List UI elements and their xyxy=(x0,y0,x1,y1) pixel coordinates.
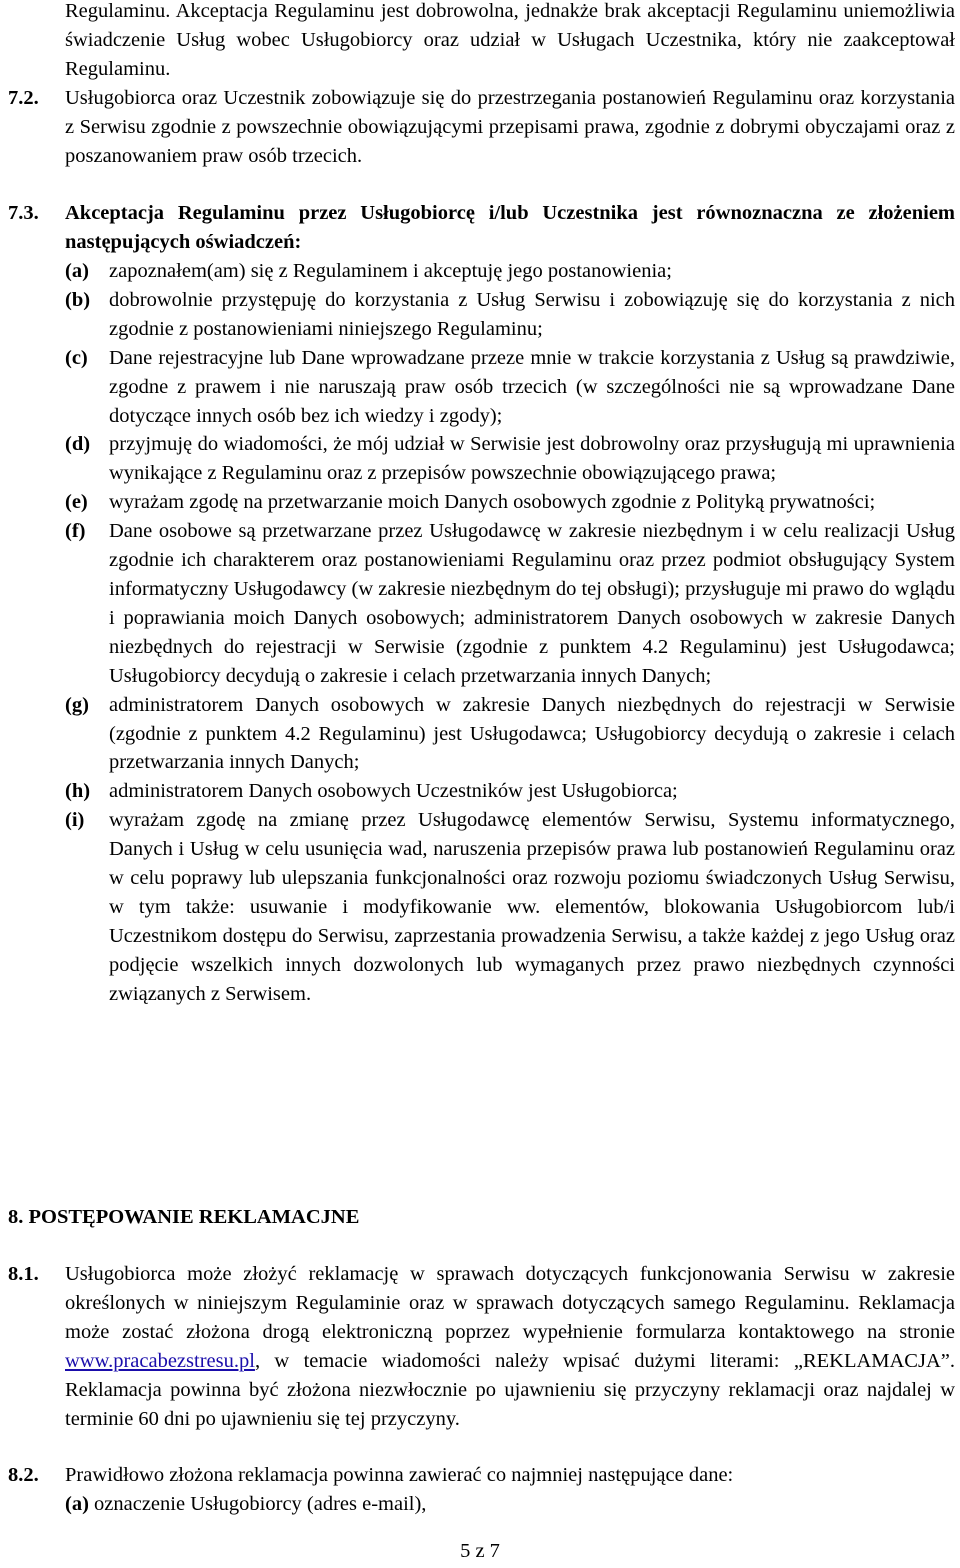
list-item-text: oznaczenie Usługobiorcy (adres e-mail), xyxy=(94,1493,427,1515)
list-item-text: zapoznałem(am) się z Regulaminem i akceptuję jego postanowienia; xyxy=(109,260,672,282)
list-item-label: (a) xyxy=(65,260,89,282)
list-item xyxy=(65,286,955,344)
intro-text: Regulaminu. Akceptacja Regulaminu jest dobrowolna, jednakże brak akceptacji Regulaminu uniemożliwia świadczenie Usług wobec Usługobiorcy oraz udział w Usługach Uczestnika, który nie zaakceptował Regulaminu. xyxy=(65,0,955,80)
list-item-label: (b) xyxy=(65,288,91,311)
section-lead-text: Akceptacja Regulaminu przez Usługobiorcę i/lub Uczestnika jest równoznaczna ze złożeniem następujących oświadczeń: xyxy=(65,202,955,253)
section-number: 7.3. xyxy=(8,202,39,224)
list-item-label: (h) xyxy=(65,780,91,803)
list-item-text: Dane osobowe są przetwarzane przez Usługodawcę w zakresie niezbędnym i w celu realizacji Usług zgodnie ich charakterem oraz postanowieniami Regulaminu oraz przez podmiot obsługujący System informatyczny Usługodawcy (w zakresie niezbędnym do tej obsługi); przysługuje mi prawo do wglądu i poprawiania moich Danych osobowych; administratorem Danych osobowych w zakresie Danych niezbędnych do rejestracji w Serwisie (zgodnie z punktem 4.2 Regulaminu) jest Usługodawca; Usługobiorcy decydują o zakresie i celach przetwarzania innych Danych; xyxy=(109,520,955,687)
section-heading: 8. POSTĘPOWANIE REKLAMACJNE xyxy=(8,1206,360,1228)
list-item xyxy=(65,488,955,517)
declaration-list xyxy=(65,257,955,1009)
list-item-label: (d) xyxy=(65,433,91,456)
list-item-label: (f) xyxy=(65,520,86,543)
list-item xyxy=(65,517,955,690)
list-item-label: (g) xyxy=(65,693,89,716)
list-item-label: (a) xyxy=(65,1493,89,1515)
list-item-text: wyrażam zgodę na przetwarzanie moich Danych osobowych zgodnie z Polityką prywatności; xyxy=(109,491,876,514)
section-text xyxy=(65,1260,955,1433)
list-item-text: administratorem Danych osobowych Uczestników jest Usługobiorca; xyxy=(109,780,678,803)
section-text: Prawidłowo złożona reklamacja powinna zawierać co najmniej następujące dane: xyxy=(65,1464,734,1486)
list-item xyxy=(65,430,955,488)
list-item-text: dobrowolnie przystępuję do korzystania z Usług Serwisu i zobowiązuję się do korzystania z nich zgodnie z postanowieniami niniejszego Regulaminu; xyxy=(109,288,955,340)
list-item-text: przyjmuję do wiadomości, że mój udział w Serwisie jest dobrowolny oraz przysługują mi uprawnienia wynikające z Regulaminu oraz z przepisów powszechnie obowiązującego prawa; xyxy=(109,433,955,485)
list-item-text: Dane rejestracyjne lub Dane wprowadzane przeze mnie w trakcie korzystania z Usług są prawdziwie, zgodne z prawem i nie naruszają praw osób trzecich (w szczególności nie są wprowadzane Dane dotyczące innych osób bez ich wiedzy i zgody); xyxy=(109,346,955,427)
list-item xyxy=(65,777,955,806)
website-link[interactable]: www.pracabezstresu.pl xyxy=(65,1349,255,1372)
text-part: , w temacie wiadomości należy wpisać dużymi literami: „REKLAMACJA”. Reklamacja powinna być złożona niezwłocznie po ujawnieniu się przyczyny reklamacji oraz najdalej w terminie 60 dni po ujawnieniu się tej przyczyny. xyxy=(65,1349,955,1430)
page-number: 5 z 7 xyxy=(460,1540,500,1562)
list-item-label: (i) xyxy=(65,809,85,832)
list-item xyxy=(65,1490,955,1519)
list-item xyxy=(65,257,955,286)
list-item-label: (e) xyxy=(65,491,88,514)
list-item-text: administratorem Danych osobowych w zakresie Danych niezbędnych do rejestracji w Serwisie (zgodnie z punktem 4.2 Regulaminu) jest Usługodawca; Usługobiorcy decydują o zakresie i celach przetwarzania innych Danych; xyxy=(109,693,955,774)
section-number: 8.2. xyxy=(8,1464,39,1486)
list-item-label: (c) xyxy=(65,346,88,369)
section-text: Usługobiorca oraz Uczestnik zobowiązuje się do przestrzegania postanowień Regulaminu oraz korzystania z Serwisu zgodnie z powszechnie obowiązującymi przepisami prawa, zgodnie z dobrymi obyczajami oraz z poszanowaniem praw osób trzecich. xyxy=(65,87,955,167)
text-part: Usługobiorca może złożyć reklamację w sprawach dotyczących funkcjonowania Serwisu w zakresie określonych w niniejszym Regulaminie oraz w sprawach dotyczących samego Regulaminu. Reklamacja może zostać złożona drogą elektroniczną poprzez wypełnienie formularza kontaktowego na stronie xyxy=(65,1263,955,1343)
list-item xyxy=(65,806,955,1008)
list-item xyxy=(65,344,955,431)
section-number: 8.1. xyxy=(8,1263,39,1285)
section-number: 7.2. xyxy=(8,87,39,109)
list-item xyxy=(65,691,955,778)
list-item-text: wyrażam zgodę na zmianę przez Usługodawcę elementów Serwisu, Systemu informatycznego, Danych i Usług w celu usunięcia wad, naruszenia przepisów prawa lub postanowień Regulaminu oraz w celu poprawy lub ulepszania funkcjonalności oraz rozwoju poziomu świadczonych Usług Serwisu, w tym także: usuwanie i modyfikowanie ww. elementów, blokowania Usługobiorcom lub/i Uczestnikom dostępu do Serwisu, zaprzestania prowadzenia Serwisu, a także każdej z jego Usług oraz podjęcie wszelkich innych dozwolonych lub wymaganych przez prawo niezbędnych czynności związanych z Serwisem. xyxy=(109,809,955,1005)
